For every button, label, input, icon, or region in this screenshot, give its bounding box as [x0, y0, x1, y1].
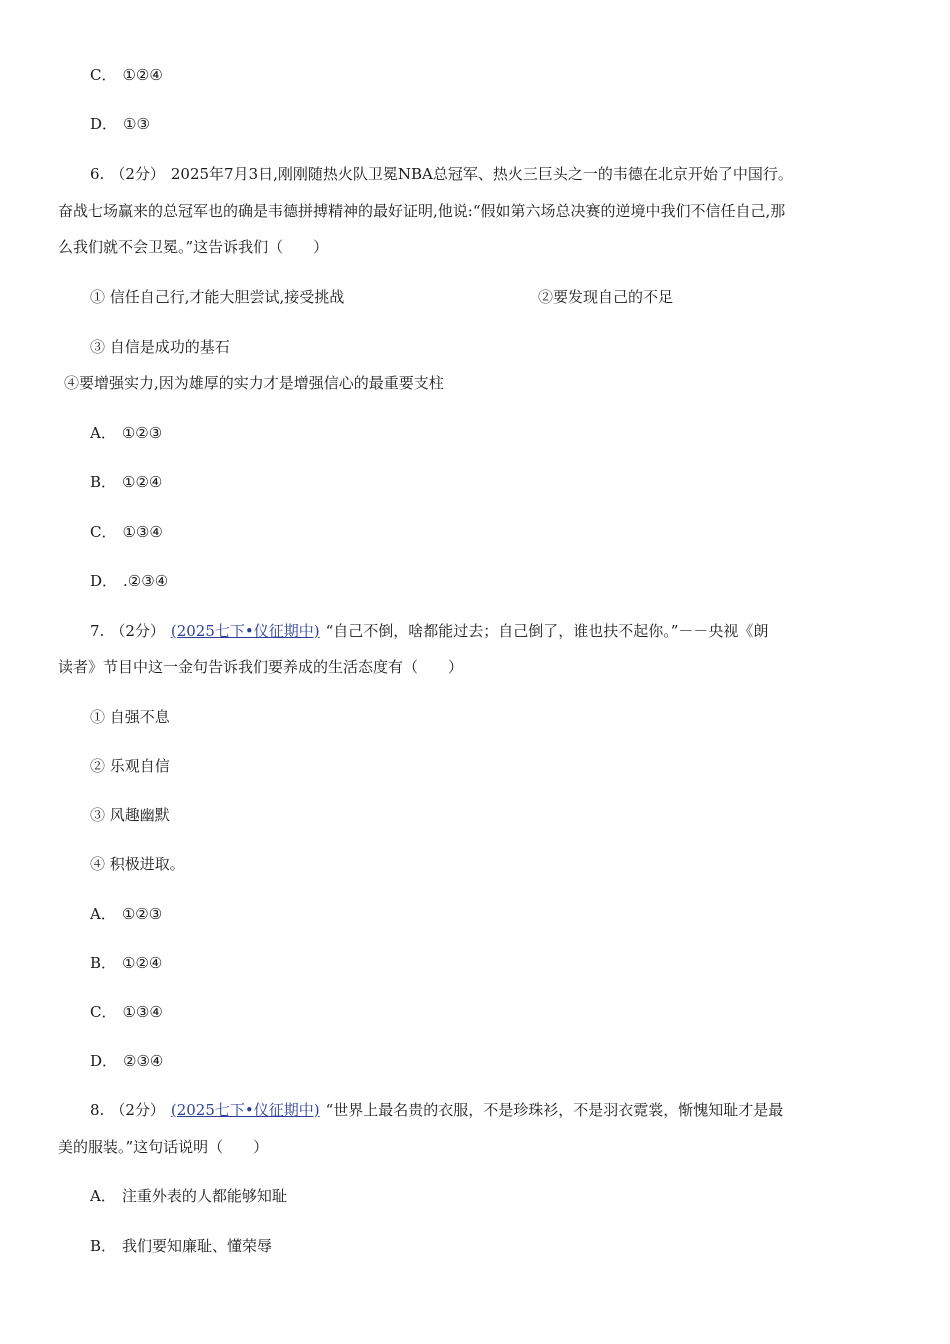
option-text: 我们要知廉耻、懂荣辱 [122, 1237, 273, 1255]
option-letter: A． [90, 905, 116, 923]
q7-option-d [90, 1050, 163, 1072]
q6-statement-2: ②要发现自己的不足 [538, 288, 674, 306]
q7-option-c [90, 1001, 163, 1023]
option-text: ①②③ [121, 424, 163, 442]
option-letter: B． [90, 473, 117, 491]
question-stem: “世界上最名贵的衣服，不是珍珠衫，不是羽衣霓裳，惭愧知耻才是最 [325, 1101, 784, 1119]
q5-option-c [90, 64, 163, 86]
question-stem: “自己不倒，啥都能过去；自己倒了，谁也扶不起你。”－－央视《朗 [325, 622, 769, 640]
question-score: （2分） [110, 1101, 165, 1119]
q6-statement-3: ③ 自信是成功的基石 [90, 338, 230, 356]
source-link[interactable]: (2025七下•仪征期中) [170, 622, 320, 640]
question-score: （2分） [110, 622, 165, 640]
q6-option-b [90, 471, 162, 493]
q6-option-c [90, 521, 163, 543]
option-text: ②③④ [123, 1052, 164, 1070]
q8-stem-line1 [90, 1099, 783, 1121]
q8-option-b [90, 1235, 272, 1257]
question-stem: 2025年7月3日,刚刚随热火队卫冕NBA总冠军、热火三巨头之一的韦德在北京开始了中国行。 [170, 165, 793, 183]
option-letter: A． [90, 424, 116, 442]
option-letter: D． [90, 115, 118, 133]
option-letter: B． [90, 1237, 117, 1255]
q6-statement-4: ④要增强实力,因为雄厚的实力才是增强信心的最重要支柱 [64, 374, 444, 392]
question-number: 7. [90, 622, 105, 640]
q6-stem-line1 [90, 163, 793, 185]
option-text: ①③④ [122, 1003, 163, 1021]
option-text: ①③ [123, 115, 150, 133]
option-text: ①②④ [122, 954, 163, 972]
q5-option-d [90, 113, 150, 135]
q7-stem-line2: 读者》节目中这一金句告诉我们要养成的生活态度有（ ） [58, 658, 464, 676]
option-text: ①③④ [122, 523, 163, 541]
q6-option-a [90, 422, 162, 444]
question-score: （2分） [110, 165, 165, 183]
q7-statement-1: ① 自强不息 [90, 708, 170, 726]
q8-option-a [90, 1185, 287, 1207]
option-letter: A． [90, 1187, 116, 1205]
q6-statement-1: ① 信任自己行,才能大胆尝试,接受挑战 [90, 288, 345, 306]
option-text: ①②④ [122, 66, 163, 84]
q6-stem-line3: 么我们就不会卫冕。”这告诉我们（ ） [58, 238, 329, 256]
option-text: 注重外表的人都能够知耻 [121, 1187, 287, 1205]
q7-statement-2: ② 乐观自信 [90, 757, 170, 775]
q7-stem-line1 [90, 620, 768, 642]
source-link[interactable]: (2025七下•仪征期中) [170, 1101, 320, 1119]
q7-option-b [90, 952, 162, 974]
q6-option-d [90, 570, 168, 592]
question-number: 6. [90, 165, 105, 183]
q7-statement-3: ③ 风趣幽默 [90, 806, 170, 824]
option-letter: B． [90, 954, 117, 972]
option-text: ①②④ [122, 473, 163, 491]
q6-stem-line2: 奋战七场赢来的总冠军也的确是韦德拼搏精神的最好证明,他说:“假如第六场总决赛的逆境中我们不信任自己,那 [58, 202, 786, 220]
option-letter: D． [90, 1052, 118, 1070]
option-letter: C． [90, 1003, 117, 1021]
option-letter: C． [90, 66, 117, 84]
q8-stem-line2: 美的服装。”这句话说明（ ） [58, 1138, 269, 1156]
option-text: ①②③ [121, 905, 163, 923]
option-letter: D． [90, 572, 118, 590]
q7-statement-4: ④ 积极进取。 [90, 855, 185, 873]
option-letter: C． [90, 523, 117, 541]
question-number: 8. [90, 1101, 105, 1119]
option-text: .②③④ [123, 572, 169, 590]
q7-option-a [90, 903, 162, 925]
